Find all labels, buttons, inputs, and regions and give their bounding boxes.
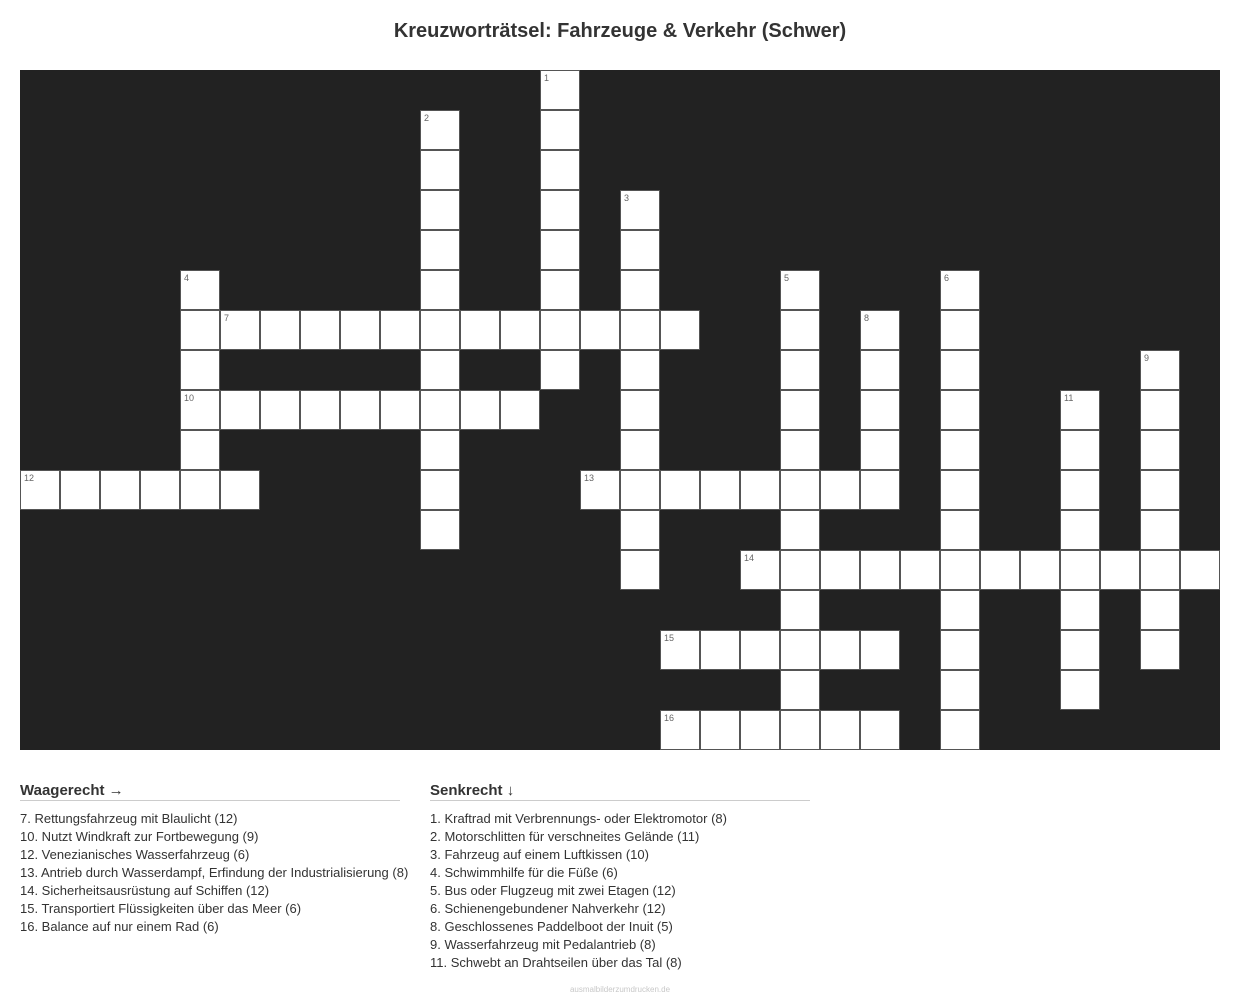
crossword-cell[interactable] bbox=[820, 550, 860, 590]
crossword-cell[interactable] bbox=[740, 550, 780, 590]
crossword-cell[interactable] bbox=[540, 350, 580, 390]
across-clue: 13. Antrieb durch Wasserdampf, Erfindung der Industrialisierung (8) bbox=[20, 865, 409, 880]
crossword-cell[interactable] bbox=[580, 310, 620, 350]
cell-number: 10 bbox=[184, 393, 195, 403]
crossword-cell[interactable] bbox=[580, 470, 620, 510]
crossword-cell[interactable] bbox=[780, 710, 820, 750]
crossword-cell[interactable] bbox=[420, 390, 460, 430]
crossword-cell[interactable] bbox=[380, 310, 420, 350]
cell-number: 14 bbox=[744, 553, 755, 563]
down-clue: 4. Schwimmhilfe für die Füße (6) bbox=[430, 865, 618, 880]
crossword-cell[interactable] bbox=[220, 310, 260, 350]
cell-number: 13 bbox=[584, 473, 595, 483]
crossword-cell[interactable] bbox=[860, 350, 900, 390]
crossword-cell[interactable] bbox=[780, 670, 820, 710]
crossword-cell[interactable] bbox=[180, 390, 220, 430]
page-title: Kreuzworträtsel: Fahrzeuge & Verkehr (Schwer) bbox=[393, 20, 847, 42]
crossword-cell[interactable] bbox=[940, 550, 980, 590]
crossword-cell[interactable] bbox=[1060, 670, 1100, 710]
crossword-cell[interactable] bbox=[540, 70, 580, 110]
crossword-cell[interactable] bbox=[940, 630, 980, 670]
cell-number: 4 bbox=[184, 273, 190, 283]
crossword-cell[interactable] bbox=[620, 430, 660, 470]
crossword-cell[interactable] bbox=[940, 350, 980, 390]
crossword-cell[interactable] bbox=[1140, 550, 1180, 590]
crossword-cell[interactable] bbox=[60, 470, 100, 510]
crossword-cell[interactable] bbox=[820, 710, 860, 750]
down-clue: 1. Kraftrad mit Verbrennungs- oder Elektromotor (8) bbox=[430, 811, 727, 826]
crossword-cell[interactable] bbox=[540, 150, 580, 190]
crossword-cell[interactable] bbox=[1060, 590, 1100, 630]
crossword-cell[interactable] bbox=[1140, 390, 1180, 430]
crossword-cell[interactable] bbox=[500, 310, 540, 350]
cell-number: 9 bbox=[1144, 353, 1150, 363]
crossword-cell[interactable] bbox=[180, 350, 220, 390]
crossword-cell[interactable] bbox=[460, 310, 500, 350]
crossword-cell[interactable] bbox=[780, 430, 820, 470]
crossword-cell[interactable] bbox=[780, 630, 820, 670]
crossword-cell[interactable] bbox=[420, 430, 460, 470]
crossword-cell[interactable] bbox=[780, 270, 820, 310]
crossword-cell[interactable] bbox=[540, 310, 580, 350]
crossword-cell[interactable] bbox=[620, 190, 660, 230]
cell-number: 7 bbox=[224, 313, 230, 323]
crossword-cell[interactable] bbox=[620, 390, 660, 430]
crossword-grid bbox=[20, 70, 1220, 750]
crossword-cell[interactable] bbox=[420, 190, 460, 230]
footer-credit: ausmalbilderzumdrucken.de bbox=[569, 985, 671, 994]
down-clue: 8. Geschlossenes Paddelboot der Inuit (5) bbox=[430, 919, 673, 934]
crossword-cell[interactable] bbox=[660, 630, 700, 670]
cell-number: 3 bbox=[624, 193, 630, 203]
crossword-cell[interactable] bbox=[780, 390, 820, 430]
crossword-cell[interactable] bbox=[420, 350, 460, 390]
crossword-cell[interactable] bbox=[420, 270, 460, 310]
crossword-cell[interactable] bbox=[420, 110, 460, 150]
cell-number: 12 bbox=[24, 473, 35, 483]
across-clue: 14. Sicherheitsausrüstung auf Schiffen (12) bbox=[20, 883, 270, 898]
crossword-cell[interactable] bbox=[1140, 470, 1180, 510]
crossword-cell[interactable] bbox=[740, 470, 780, 510]
down-clues-section bbox=[430, 782, 810, 972]
crossword-cell[interactable] bbox=[940, 310, 980, 350]
crossword-cell[interactable] bbox=[1140, 430, 1180, 470]
across-clue: 7. Rettungsfahrzeug mit Blaulicht (12) bbox=[20, 811, 238, 826]
crossword-cell[interactable] bbox=[620, 230, 660, 270]
crossword-cell[interactable] bbox=[260, 390, 300, 430]
crossword-cell[interactable] bbox=[300, 390, 340, 430]
crossword-cell[interactable] bbox=[420, 230, 460, 270]
crossword-cell[interactable] bbox=[780, 510, 820, 550]
crossword-cell[interactable] bbox=[140, 470, 180, 510]
crossword-cell[interactable] bbox=[1060, 510, 1100, 550]
crossword-cell[interactable] bbox=[220, 470, 260, 510]
down-heading: Senkrecht ↓ bbox=[430, 782, 810, 801]
down-clue: 9. Wasserfahrzeug mit Pedalantrieb (8) bbox=[430, 937, 656, 952]
crossword-cell[interactable] bbox=[620, 310, 660, 350]
crossword-cell[interactable] bbox=[780, 470, 820, 510]
crossword-cell[interactable] bbox=[100, 470, 140, 510]
crossword-cell[interactable] bbox=[380, 390, 420, 430]
crossword-cell[interactable] bbox=[540, 190, 580, 230]
crossword-cell[interactable] bbox=[180, 470, 220, 510]
crossword-cell[interactable] bbox=[540, 110, 580, 150]
crossword-cell[interactable] bbox=[620, 550, 660, 590]
crossword-cell[interactable] bbox=[20, 470, 60, 510]
cell-number: 15 bbox=[664, 633, 675, 643]
crossword-cell[interactable] bbox=[620, 270, 660, 310]
crossword-cell[interactable] bbox=[940, 430, 980, 470]
across-heading: Waagerecht → bbox=[20, 782, 400, 801]
crossword-cell[interactable] bbox=[1140, 350, 1180, 390]
crossword-cell[interactable] bbox=[860, 470, 900, 510]
down-clue-list bbox=[430, 810, 810, 972]
down-clue: 3. Fahrzeug auf einem Luftkissen (10) bbox=[430, 847, 649, 862]
down-clue: 11. Schwebt an Drahtseilen über das Tal (8) bbox=[430, 955, 682, 970]
crossword-cell[interactable] bbox=[500, 390, 540, 430]
across-clue-list bbox=[20, 810, 409, 936]
crossword-cell[interactable] bbox=[780, 310, 820, 350]
cell-number: 1 bbox=[544, 73, 550, 83]
crossword-cell[interactable] bbox=[660, 470, 700, 510]
crossword-cell[interactable] bbox=[620, 510, 660, 550]
crossword-cell[interactable] bbox=[420, 510, 460, 550]
cell-number: 8 bbox=[864, 313, 870, 323]
crossword-cell[interactable] bbox=[940, 510, 980, 550]
crossword-cell[interactable] bbox=[660, 310, 700, 350]
crossword-cell[interactable] bbox=[620, 470, 660, 510]
cell-number: 11 bbox=[1064, 393, 1074, 403]
crossword-cell[interactable] bbox=[1060, 430, 1100, 470]
down-clue: 5. Bus oder Flugzeug mit zwei Etagen (12) bbox=[430, 883, 676, 898]
cell-number: 16 bbox=[664, 713, 675, 723]
crossword-cell[interactable] bbox=[340, 390, 380, 430]
crossword-cell[interactable] bbox=[660, 710, 700, 750]
crossword-cell[interactable] bbox=[420, 150, 460, 190]
crossword-cell[interactable] bbox=[1060, 550, 1100, 590]
crossword-cell[interactable] bbox=[1140, 630, 1180, 670]
across-clues-section bbox=[20, 782, 409, 936]
crossword-cell[interactable] bbox=[780, 350, 820, 390]
crossword-cell[interactable] bbox=[940, 390, 980, 430]
crossword-cell[interactable] bbox=[1020, 550, 1060, 590]
crossword-cell[interactable] bbox=[940, 270, 980, 310]
crossword-cell[interactable] bbox=[620, 350, 660, 390]
crossword-cell[interactable] bbox=[940, 470, 980, 510]
crossword-cell[interactable] bbox=[180, 270, 220, 310]
crossword-cell[interactable] bbox=[820, 630, 860, 670]
crossword-cell[interactable] bbox=[420, 470, 460, 510]
crossword-cell[interactable] bbox=[740, 630, 780, 670]
crossword-cell[interactable] bbox=[740, 710, 780, 750]
crossword-cell[interactable] bbox=[860, 310, 900, 350]
across-clue: 10. Nutzt Windkraft zur Fortbewegung (9) bbox=[20, 829, 259, 844]
crossword-cell[interactable] bbox=[980, 550, 1020, 590]
crossword-cell[interactable] bbox=[780, 590, 820, 630]
crossword-cell[interactable] bbox=[860, 390, 900, 430]
cell-number: 6 bbox=[944, 273, 950, 283]
down-clue: 2. Motorschlitten für verschneites Gelände (11) bbox=[430, 829, 700, 844]
crossword-cell[interactable] bbox=[180, 430, 220, 470]
crossword-cell[interactable] bbox=[940, 670, 980, 710]
cell-number: 5 bbox=[784, 273, 790, 283]
crossword-cell[interactable] bbox=[540, 270, 580, 310]
crossword-cell[interactable] bbox=[340, 310, 380, 350]
crossword-cell[interactable] bbox=[1060, 470, 1100, 510]
crossword-cell[interactable] bbox=[860, 430, 900, 470]
crossword-cell[interactable] bbox=[180, 310, 220, 350]
crossword-cell[interactable] bbox=[1140, 590, 1180, 630]
crossword-cell[interactable] bbox=[940, 710, 980, 750]
crossword-cell[interactable] bbox=[700, 470, 740, 510]
crossword-cell[interactable] bbox=[780, 550, 820, 590]
crossword-cell[interactable] bbox=[940, 590, 980, 630]
down-clue: 6. Schienengebundener Nahverkehr (12) bbox=[430, 901, 666, 916]
crossword-cell[interactable] bbox=[220, 390, 260, 430]
cell-number: 2 bbox=[424, 113, 430, 123]
crossword-cell[interactable] bbox=[860, 630, 900, 670]
crossword-cell[interactable] bbox=[700, 710, 740, 750]
crossword-cell[interactable] bbox=[1180, 550, 1220, 590]
crossword-cell[interactable] bbox=[860, 710, 900, 750]
crossword-cell[interactable] bbox=[300, 310, 340, 350]
crossword-cell[interactable] bbox=[1060, 630, 1100, 670]
across-clue: 15. Transportiert Flüssigkeiten über das Meer (6) bbox=[20, 901, 302, 916]
crossword-cell[interactable] bbox=[420, 310, 460, 350]
crossword-cell[interactable] bbox=[1140, 510, 1180, 550]
across-clue: 12. Venezianisches Wasserfahrzeug (6) bbox=[20, 847, 250, 862]
crossword-cell[interactable] bbox=[820, 470, 860, 510]
crossword-cell[interactable] bbox=[540, 230, 580, 270]
crossword-cell[interactable] bbox=[860, 550, 900, 590]
crossword-cell[interactable] bbox=[1100, 550, 1140, 590]
across-clue: 16. Balance auf nur einem Rad (6) bbox=[20, 919, 219, 934]
crossword-cell[interactable] bbox=[1060, 390, 1100, 430]
crossword-cell[interactable] bbox=[700, 630, 740, 670]
crossword-cell[interactable] bbox=[900, 550, 940, 590]
crossword-cell[interactable] bbox=[260, 310, 300, 350]
crossword-cell[interactable] bbox=[460, 390, 500, 430]
